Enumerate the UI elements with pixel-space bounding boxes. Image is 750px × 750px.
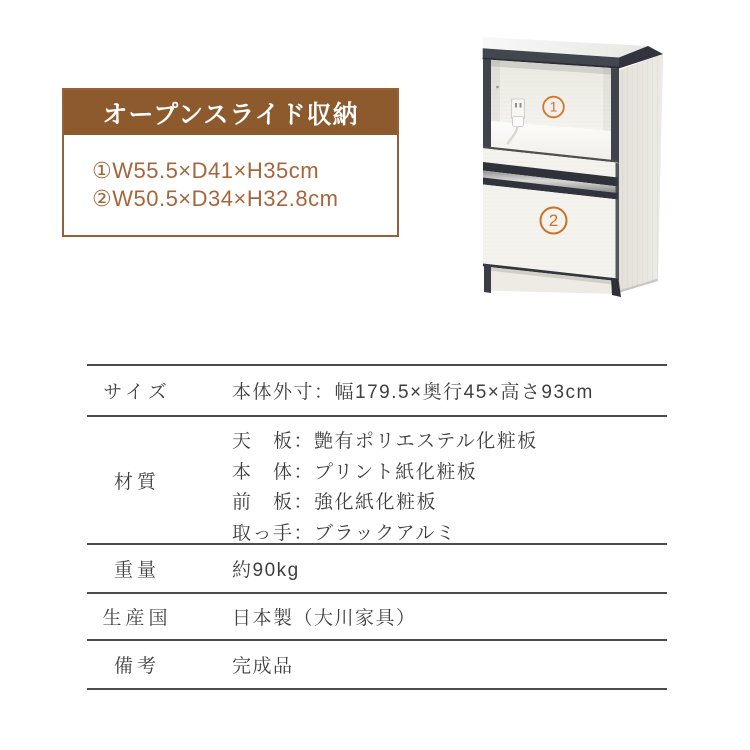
- callout-1-label: 1: [549, 98, 558, 115]
- material-line-1: 天 板：艶有ポリエステル化粧板: [232, 431, 538, 452]
- spec-label-notes: 備考: [113, 656, 160, 677]
- info-box-title: オープンスライド収納: [102, 100, 359, 129]
- info-box: [62, 88, 399, 237]
- spec-value-notes: 完成品: [232, 656, 294, 677]
- callout-2-label: 2: [548, 210, 559, 230]
- dimension-line-2: ②W50.5×D34×H32.8cm: [92, 186, 339, 211]
- spec-label-weight: 重量: [113, 560, 160, 581]
- spec-row-country: [87, 594, 667, 641]
- spec-table: [87, 364, 667, 690]
- spec-row-notes: [87, 641, 667, 690]
- info-box-dimensions: [64, 135, 397, 213]
- material-line-4: 取っ手：ブラックアルミ: [232, 522, 457, 544]
- cabinet-side-panel: [618, 54, 663, 293]
- spec-value-material: [187, 417, 538, 549]
- cabinet-corner-edge: [616, 163, 620, 280]
- dimension-line-1: ①W55.5×D41×H35cm: [92, 158, 320, 183]
- material-line-3: 前 板：強化紙化粧板: [232, 492, 438, 513]
- product-photo-cabinet: [455, 25, 700, 315]
- spec-row-size: [87, 366, 667, 417]
- spec-value-country: 日本製（大川家具）: [232, 608, 417, 629]
- material-line-2: 本 体：プリント紙化粧板: [232, 461, 478, 483]
- spec-row-material: [87, 417, 667, 545]
- info-box-header: [64, 90, 397, 135]
- spec-value-size: 本体外寸：幅179.5×奥行45×高さ93cm: [232, 382, 594, 403]
- spec-label-material: 材質: [113, 471, 160, 493]
- shelf-pin-hole: [496, 86, 499, 89]
- spec-value-weight: 約90kg: [232, 560, 300, 581]
- spec-label-size: サイズ: [103, 382, 171, 403]
- spec-row-weight: [87, 545, 667, 594]
- spec-label-country: 生産国: [102, 608, 172, 629]
